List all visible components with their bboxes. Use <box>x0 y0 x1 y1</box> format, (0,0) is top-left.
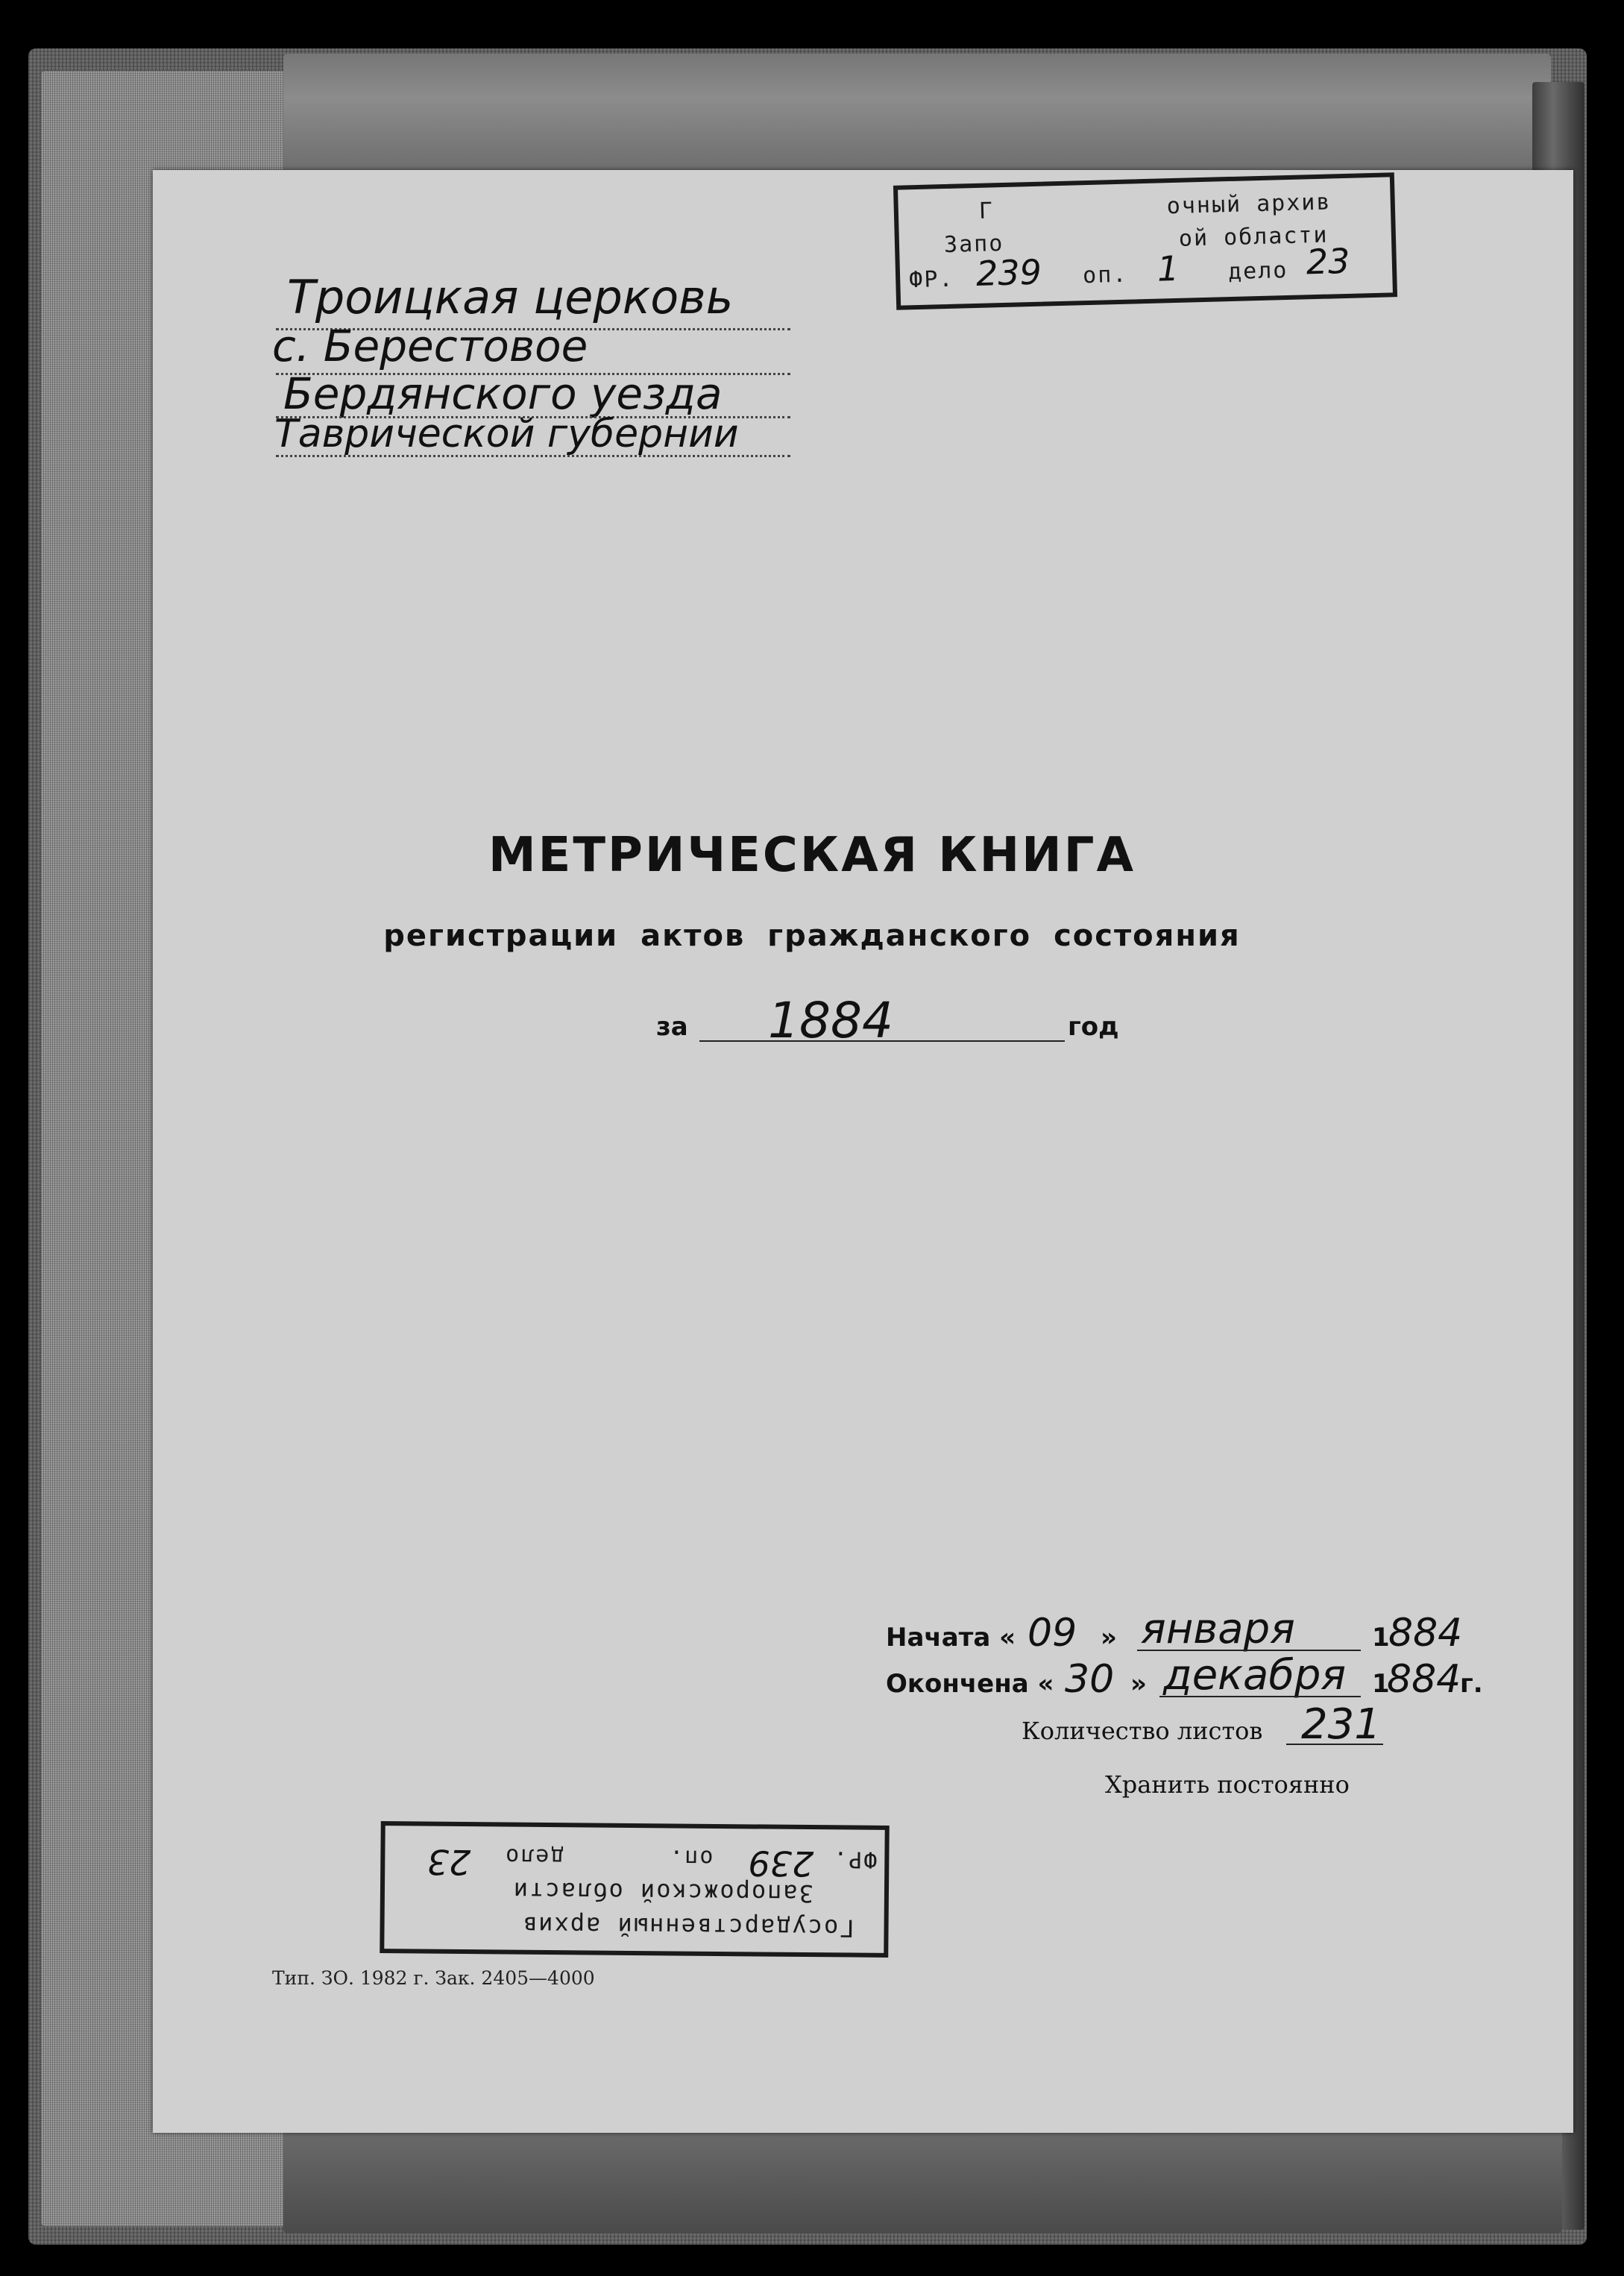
stamp-line2-right: ой области <box>1178 221 1329 252</box>
church-line-2: с. Берестовое <box>272 321 588 371</box>
page-title: МЕТРИЧЕСКАЯ КНИГА <box>488 828 1136 883</box>
sheets-label: Количество листов <box>1022 1717 1263 1745</box>
end-month-underline <box>1159 1696 1361 1697</box>
archive-stamp-inverted <box>380 1821 890 1958</box>
year-suffix: год <box>1068 1012 1119 1042</box>
dotted-rule-4 <box>276 455 790 457</box>
end-month: декабря <box>1163 1651 1347 1700</box>
inv-stamp-line2: Запорожской области <box>512 1876 814 1908</box>
end-year-hand: 884 <box>1387 1657 1461 1702</box>
stamp-line2-left: Запо <box>943 230 1004 259</box>
inv-stamp-fond-value: 239 <box>748 1843 814 1884</box>
end-year-printed: 1 <box>1372 1669 1390 1699</box>
retention-note: Хранить постоянно <box>1105 1770 1350 1799</box>
inv-stamp-opis-label: оп. <box>668 1844 714 1871</box>
start-year-hand: 884 <box>1388 1611 1463 1656</box>
church-line-1: Троицкая церковь <box>287 270 734 324</box>
inv-stamp-delo-value: 23 <box>427 1841 471 1883</box>
year-prefix: за <box>656 1012 688 1042</box>
cover-top-edge <box>283 54 1551 180</box>
cover-bottom-edge <box>283 2129 1562 2233</box>
end-year-suffix: г. <box>1460 1669 1483 1699</box>
stamp-delo-label: дело <box>1227 257 1288 286</box>
stamp-line1-right: очный архив <box>1166 189 1332 220</box>
stamp-opis-value: 1 <box>1156 248 1180 289</box>
stamp-fond-value: 239 <box>975 251 1042 294</box>
stamp-fond-label: ФР. <box>908 265 954 294</box>
church-line-3: Бердянского уезда <box>283 368 723 419</box>
inv-stamp-fond-label: ФР. <box>832 1846 878 1873</box>
stamp-delo-value: 23 <box>1306 240 1351 283</box>
end-day: 30 <box>1065 1657 1115 1702</box>
start-year-printed: 1 <box>1372 1623 1390 1653</box>
start-day: 09 <box>1027 1611 1077 1656</box>
end-label: Окончена « <box>886 1669 1054 1699</box>
inv-stamp-line1: Государственный архив <box>520 1911 855 1943</box>
page-subtitle: регистрации актов гражданского состояния <box>383 919 1241 953</box>
printer-imprint: Тип. ЗО. 1982 г. Зак. 2405—4000 <box>272 1967 595 1989</box>
stamp-opis-label: оп. <box>1082 261 1128 289</box>
start-sep: » <box>1101 1623 1117 1653</box>
inv-stamp-delo-label: дело <box>503 1843 564 1870</box>
sheets-value: 231 <box>1301 1700 1381 1749</box>
end-sep: » <box>1130 1669 1147 1699</box>
stamp-line1-left: Г <box>978 198 995 224</box>
year-value: 1884 <box>768 992 893 1049</box>
start-month: января <box>1141 1605 1295 1653</box>
church-line-4: Таврической губернии <box>274 412 739 456</box>
archive-stamp <box>893 172 1397 310</box>
start-label: Начата « <box>886 1623 1016 1653</box>
